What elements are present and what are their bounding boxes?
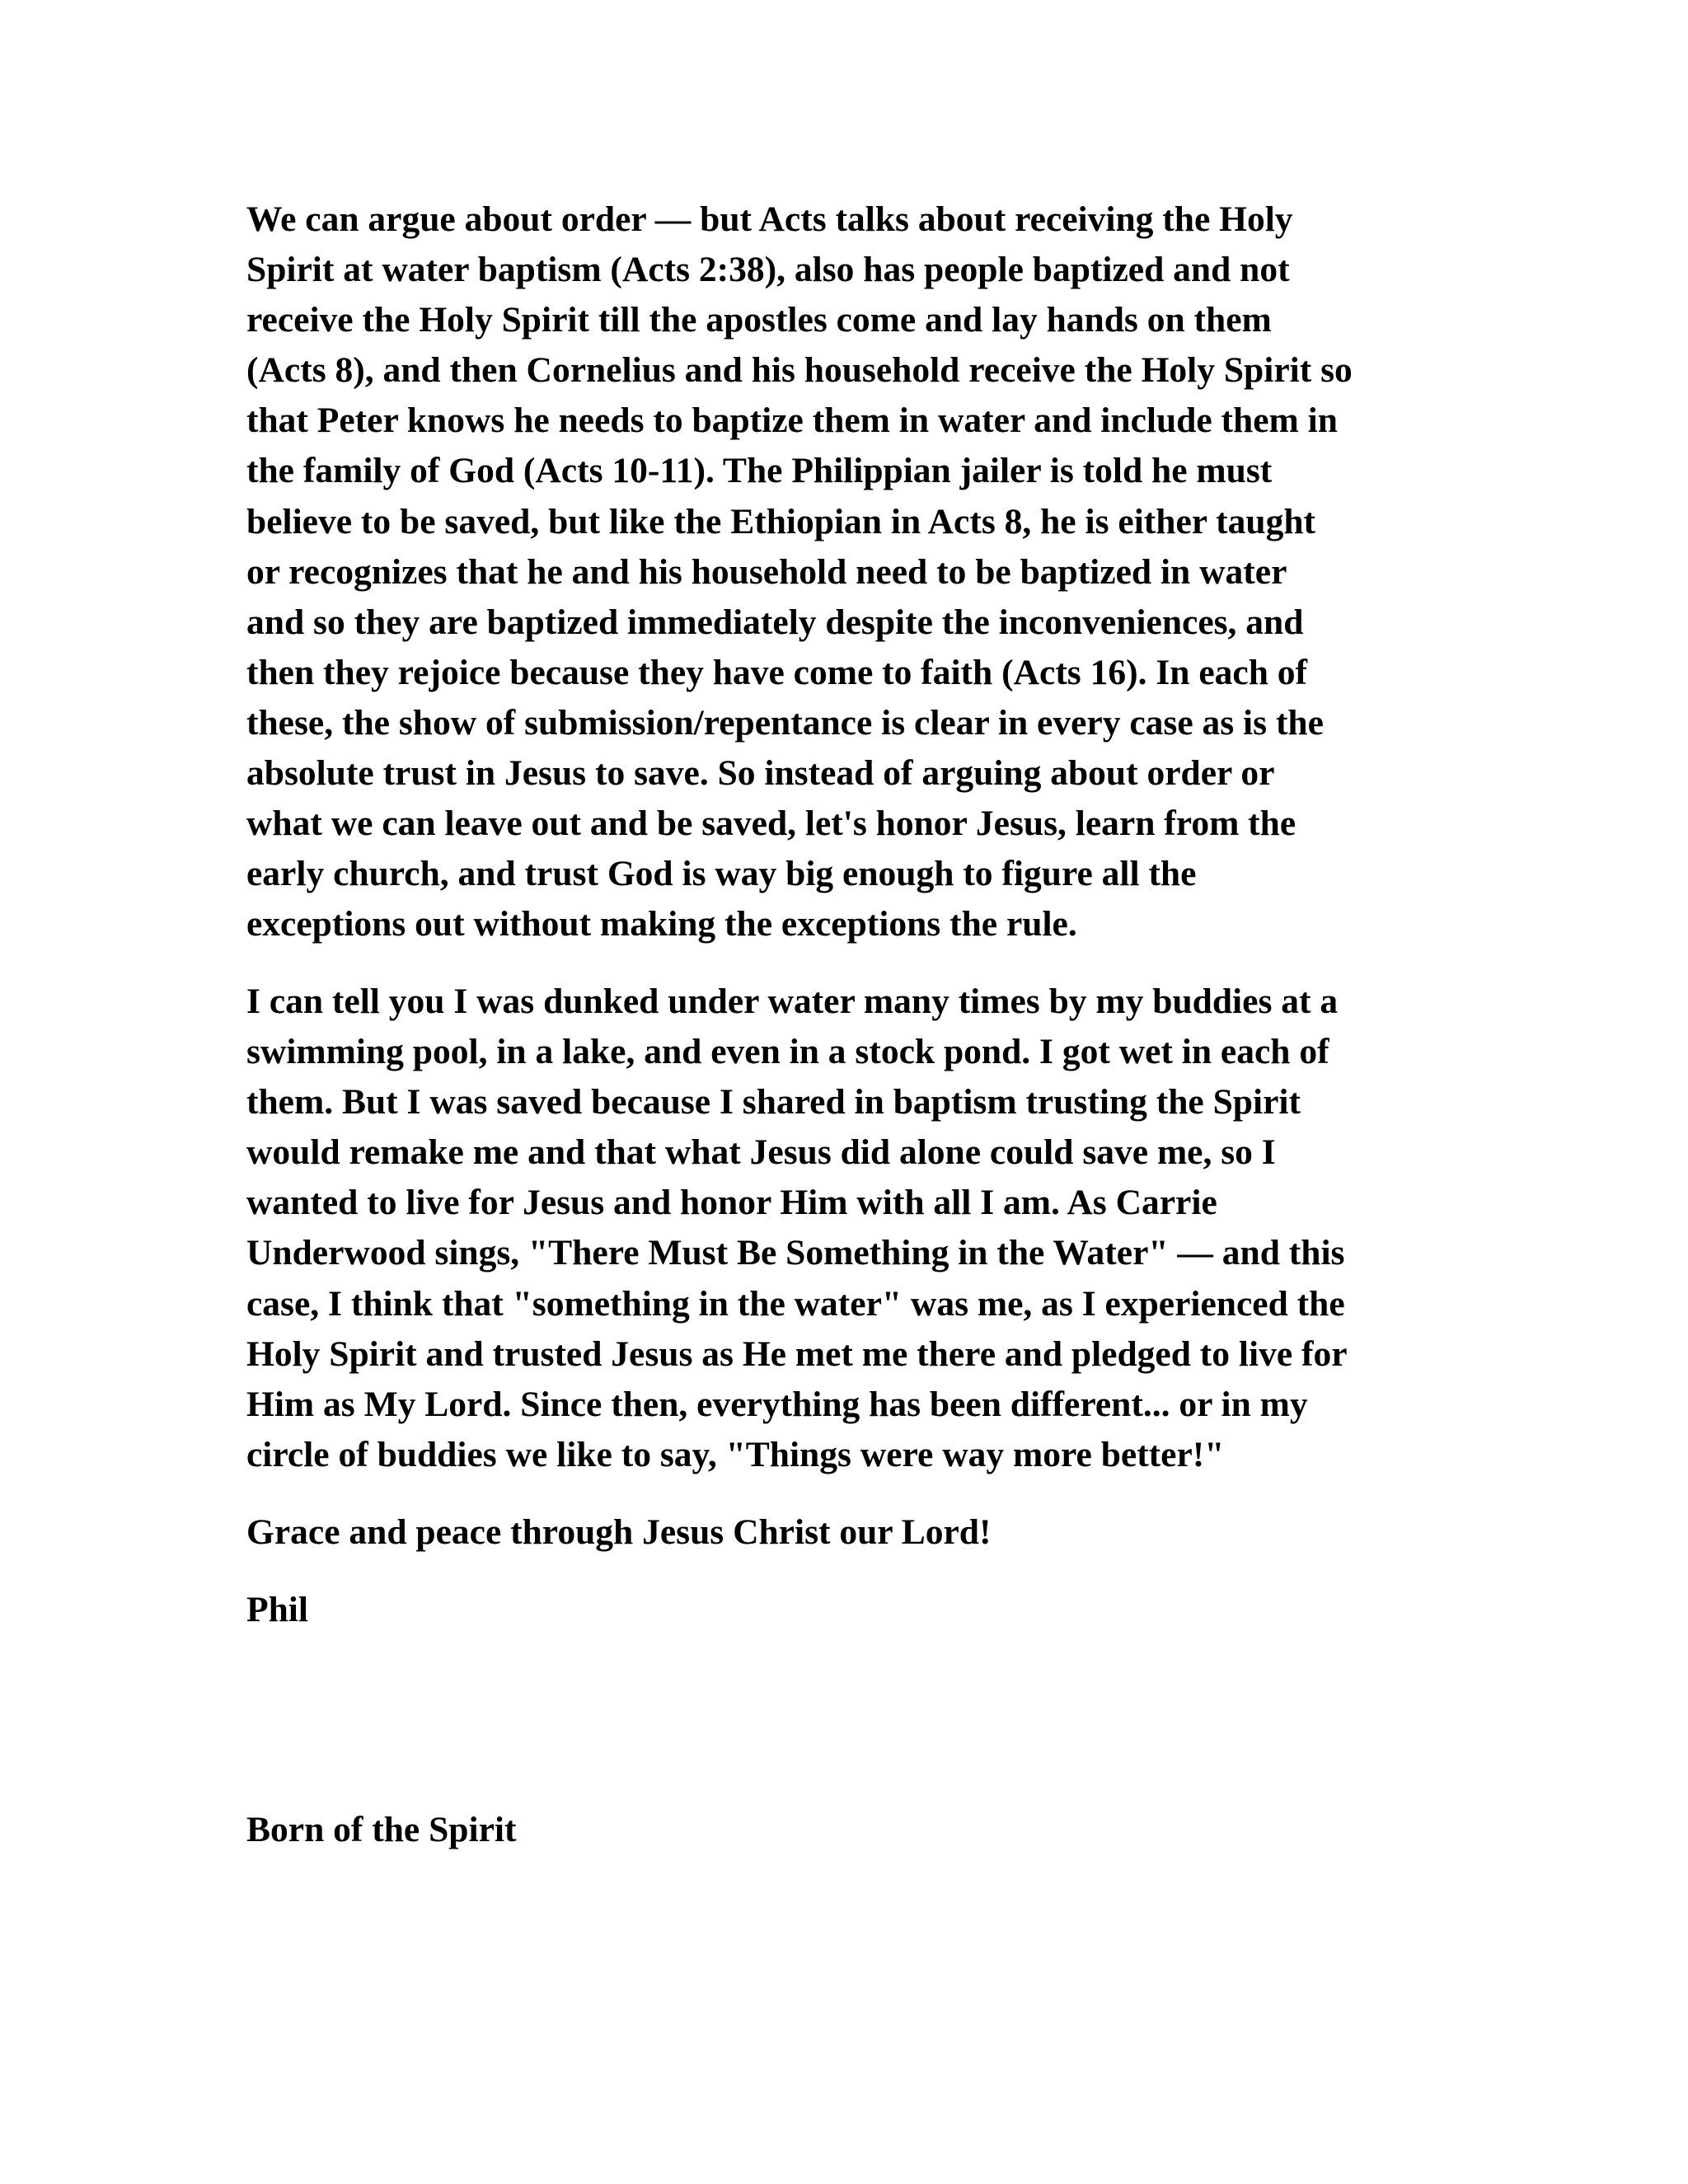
closing-text: Grace and peace through Jesus Christ our Lord! — [246, 1512, 992, 1552]
paragraph-line: wanted to live for Jesus and honor Him with all I am. As Carrie — [246, 1183, 1217, 1223]
paragraph-line: Spirit at water baptism (Acts 2:38), also has people baptized and not — [246, 250, 1290, 290]
paragraph-line: absolute trust in Jesus to save. So instead of arguing about order or — [246, 753, 1275, 794]
paragraph-personal-testimony — [246, 977, 1442, 1480]
paragraph-line: believe to be saved, but like the Ethiopian in Acts 8, he is either taught — [246, 501, 1316, 541]
closing-line — [246, 1507, 1442, 1558]
paragraph-line: circle of buddies we like to say, "Things were way more better!" — [246, 1434, 1225, 1474]
paragraph-line: or recognizes that he and his household need to be baptized in water — [246, 551, 1287, 592]
paragraph-line: swimming pool, in a lake, and even in a stock pond. I got wet in each of — [246, 1032, 1329, 1072]
paragraph-line: then they rejoice because they have come to faith (Acts 16). In each of — [246, 652, 1308, 692]
paragraph-line: and so they are baptized immediately despite the inconveniences, and — [246, 602, 1304, 642]
paragraph-line: case, I think that "something in the water" was me, as I experienced the — [246, 1283, 1345, 1324]
signature — [246, 1585, 1442, 1635]
paragraph-line: these, the show of submission/repentance is clear in every case as is the — [246, 702, 1324, 743]
paragraph-line: receive the Holy Spirit till the apostles come and lay hands on them — [246, 300, 1272, 340]
paragraph-line: exceptions out without making the exceptions the rule. — [246, 904, 1077, 944]
paragraph-order-of-baptism — [246, 194, 1442, 949]
paragraph-line: early church, and trust God is way big enough to figure all the — [246, 854, 1197, 894]
section-heading — [246, 1805, 1442, 1855]
paragraph-line: Him as My Lord. Since then, everything has been different... or in my — [246, 1384, 1308, 1424]
paragraph-line: I can tell you I was dunked under water many times by my buddies at a — [246, 982, 1339, 1021]
paragraph-line: what we can leave out and be saved, let's honor Jesus, learn from the — [246, 804, 1296, 844]
paragraph-line: Underwood sings, "There Must Be Something in the Water" — and this — [246, 1233, 1345, 1273]
paragraph-line: that Peter knows he needs to baptize them in water and include them in — [246, 401, 1338, 441]
paragraph-line: Holy Spirit and trusted Jesus as He met me there and pledged to live for — [246, 1333, 1348, 1374]
paragraph-line: would remake me and that what Jesus did alone could save me, so I — [246, 1132, 1276, 1173]
paragraph-line: the family of God (Acts 10-11). The Philippian jailer is told he must — [246, 451, 1273, 491]
signature-text: Phil — [246, 1590, 308, 1629]
paragraph-line: them. But I was saved because I shared in baptism trusting the Spirit — [246, 1082, 1301, 1122]
paragraph-line: (Acts 8), and then Cornelius and his household receive the Holy Spirit so — [246, 350, 1353, 391]
paragraph-line: We can argue about order — but Acts talks about receiving the Holy — [246, 199, 1293, 239]
section-heading-text: Born of the Spirit — [246, 1810, 517, 1849]
